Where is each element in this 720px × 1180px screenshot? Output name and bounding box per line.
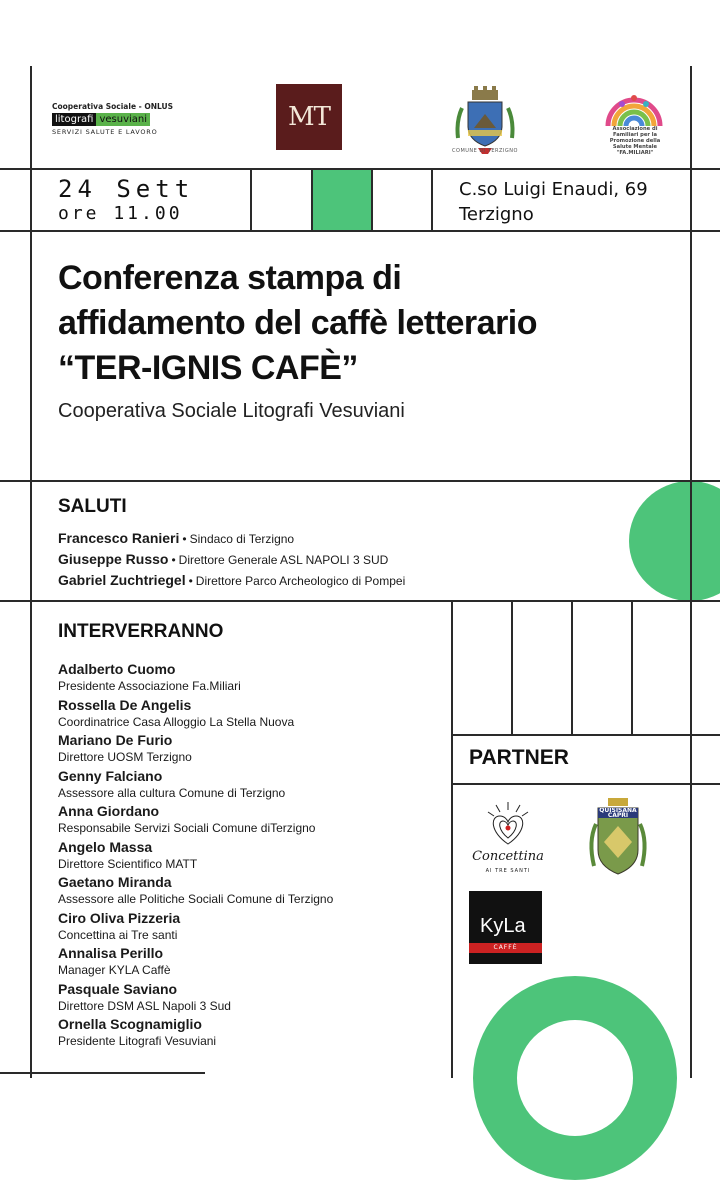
sacred-heart-icon (466, 800, 550, 850)
event-datetime (58, 175, 194, 225)
speaker-item: Adalberto Cuomo Presidente Associazione Fa.Miliari (58, 661, 241, 693)
concettina-sub: AI TRE SANTI (485, 868, 531, 874)
speaker-item: Angelo Massa Direttore Scientifico MATT (58, 838, 198, 871)
speaker-item: Gaetano Miranda Assessore alle Politiche Sociali Comune di Terzigno (58, 874, 334, 906)
fa-miliari-text: Associazione di Familiari per la Promozione della Salute Mentale "FA.MILIARI" (609, 126, 661, 156)
coop-logo-word-a: litografi (52, 113, 96, 126)
fa-miliari-logo-icon (602, 86, 666, 126)
green-semicircle-right (629, 481, 720, 601)
comune-caption: COMUNE DI TERZIGNO (452, 148, 518, 154)
saluti-item: Giuseppe Russo • Direttore Generale ASL NAPOLI 3 SUD (58, 551, 389, 567)
subtitle: Cooperativa Sociale Litografi Vesuviani (58, 400, 405, 422)
saluti-item: Francesco Ranieri • Sindaco di Terzigno (58, 530, 295, 546)
concettina-name: Concettina (472, 849, 544, 864)
speaker-item: Genny Falciano Assessore alla cultura Comune di Terzigno (58, 767, 286, 800)
address-line1: C.so Luigi Enaudi, 69 (459, 179, 648, 200)
event-time: ore 11.00 (58, 203, 183, 224)
event-address (459, 177, 648, 227)
event-date: 24 Sett (58, 175, 195, 203)
kyla-name: KyLa (480, 915, 526, 937)
speaker-item: Rossella De Angelis Coordinatrice Casa Alloggio La Stella Nuova (58, 696, 295, 729)
capri-logo (584, 796, 652, 882)
coop-logo-line1: Cooperativa Sociale - ONLUS (52, 102, 174, 111)
matt-logo: MT (276, 84, 342, 150)
coop-logo (52, 102, 172, 136)
saluti-heading: SALUTI (58, 496, 127, 517)
saluti-item: Gabriel Zuchtriegel • Direttore Parco Archeologico di Pompei (58, 572, 406, 588)
title-line1: Conferenza stampa di (58, 259, 402, 297)
coop-logo-line3: SERVIZI SALUTE E LAVORO (52, 128, 158, 136)
speaker-item: Anna Giordano Responsabile Servizi Sociali Comune diTerzigno (58, 803, 316, 835)
address-line2: Terzigno (459, 204, 534, 225)
green-square (312, 170, 371, 230)
speaker-item: Ciro Oliva Pizzeria Concettina ai Tre santi (58, 909, 181, 942)
speaker-item: Ornella Scognamiglio Presidente Litografi Vesuviani (58, 1016, 217, 1048)
title-line3: “TER-IGNIS CAFÈ” (58, 349, 358, 387)
interverranno-list (58, 661, 333, 1052)
title-line2: affidamento del caffè letterario (58, 304, 538, 342)
coop-logo-word-b: vesuviani (96, 113, 150, 126)
partner-heading: PARTNER (469, 746, 569, 769)
speaker-item: Mariano De Furio Direttore UOSM Terzigno (58, 732, 192, 764)
page-title (58, 256, 537, 391)
speaker-item: Annalisa Perillo Manager KYLA Caffè (58, 945, 171, 977)
kyla-sub: CAFFÈ (469, 943, 542, 953)
saluti-list (58, 528, 405, 591)
capri-name: QUISISANA CAPRI (599, 808, 637, 818)
interverranno-heading: INTERVERRANNO (58, 621, 224, 642)
speaker-item: Pasquale Saviano Direttore DSM ASL Napoli 3 Sud (58, 980, 231, 1013)
coat-of-arms-icon (450, 86, 520, 156)
concettina-logo (466, 800, 550, 880)
green-ring-bottom (473, 976, 677, 1180)
kyla-logo (469, 891, 542, 964)
